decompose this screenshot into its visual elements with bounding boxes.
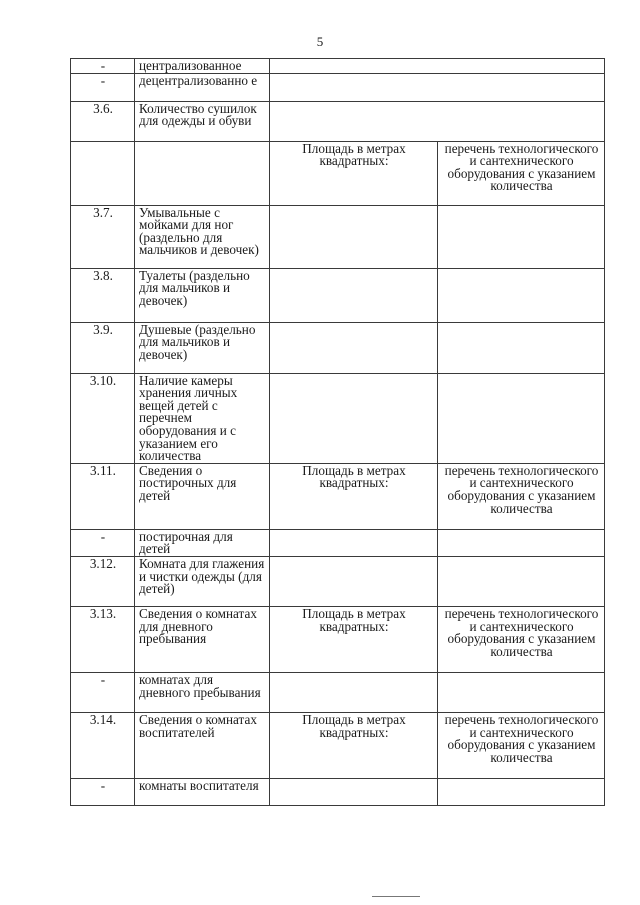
area-cell xyxy=(270,778,438,805)
equipment-cell xyxy=(438,205,605,268)
table-row xyxy=(71,73,605,101)
table-row xyxy=(71,556,605,606)
table-row xyxy=(71,268,605,322)
area-cell xyxy=(270,205,438,268)
table-row xyxy=(71,205,605,268)
row-name: Туалеты (раздельно для мальчиков и девочек) xyxy=(135,268,270,322)
table-row xyxy=(71,529,605,556)
area-cell xyxy=(270,556,438,606)
row-name: Наличие камеры хранения личных вещей детей с перечнем оборудования и с указанием его количества xyxy=(135,373,270,463)
footer-line xyxy=(372,896,420,897)
row-number: - xyxy=(71,529,135,556)
row-number: 3.11. xyxy=(71,463,135,529)
row-name: Количество сушилок для одежды и обуви xyxy=(135,101,270,141)
area-header: Площадь в метрах квадратных: xyxy=(270,463,438,529)
table-row xyxy=(71,373,605,463)
equipment-header: перечень технологического и сантехнического оборудования с указанием количества xyxy=(438,463,605,529)
equipment-cell xyxy=(438,373,605,463)
equipment-header: перечень технологического и сантехнического оборудования с указанием количества xyxy=(438,606,605,672)
row-name: Душевые (раздельно для мальчиков и девочек) xyxy=(135,322,270,373)
row-name: Сведения о постирочных для детей xyxy=(135,463,270,529)
row-number: 3.8. xyxy=(71,268,135,322)
table-row xyxy=(71,778,605,805)
row-number: 3.7. xyxy=(71,205,135,268)
table-row xyxy=(71,141,605,205)
empty-cell xyxy=(71,141,135,205)
equipment-cell xyxy=(438,322,605,373)
row-number: 3.13. xyxy=(71,606,135,672)
row-number: - xyxy=(71,672,135,712)
row-number: - xyxy=(71,59,135,74)
row-name: постирочная для детей xyxy=(135,529,270,556)
area-header: Площадь в метрах квадратных: xyxy=(270,606,438,672)
area-header: Площадь в метрах квадратных: xyxy=(270,141,438,205)
equipment-cell xyxy=(438,268,605,322)
row-number: 3.12. xyxy=(71,556,135,606)
row-name: Сведения о комнатах воспитателей xyxy=(135,712,270,778)
row-number: - xyxy=(71,73,135,101)
area-cell xyxy=(270,373,438,463)
value-cell xyxy=(270,73,605,101)
table-row xyxy=(71,463,605,529)
table-row xyxy=(71,59,605,74)
row-number: - xyxy=(71,778,135,805)
area-header: Площадь в метрах квадратных: xyxy=(270,712,438,778)
row-name: децентрализованно е xyxy=(135,73,270,101)
area-cell xyxy=(270,268,438,322)
row-name: Умывальные с мойками для ног (раздельно для мальчиков и девочек) xyxy=(135,205,270,268)
area-cell xyxy=(270,672,438,712)
facilities-table xyxy=(70,58,605,806)
value-cell xyxy=(270,59,605,74)
equipment-header: перечень технологического и сантехнического оборудования с указанием количества xyxy=(438,141,605,205)
table-row xyxy=(71,672,605,712)
page-number: 5 xyxy=(316,34,324,49)
equipment-header: перечень технологического и сантехнического оборудования с указанием количества xyxy=(438,712,605,778)
area-cell xyxy=(270,529,438,556)
row-number: 3.9. xyxy=(71,322,135,373)
row-number: 3.14. xyxy=(71,712,135,778)
row-number: 3.10. xyxy=(71,373,135,463)
area-cell xyxy=(270,322,438,373)
table-row xyxy=(71,606,605,672)
value-cell xyxy=(270,101,605,141)
row-name: комнаты воспитателя xyxy=(135,778,270,805)
equipment-cell xyxy=(438,778,605,805)
equipment-cell xyxy=(438,529,605,556)
row-name: комнатах для дневного пребывания xyxy=(135,672,270,712)
row-name: централизованное xyxy=(135,59,270,74)
equipment-cell xyxy=(438,556,605,606)
row-name: Сведения о комнатах для дневного пребывания xyxy=(135,606,270,672)
table-row xyxy=(71,101,605,141)
empty-cell xyxy=(135,141,270,205)
table-row xyxy=(71,322,605,373)
equipment-cell xyxy=(438,672,605,712)
row-name: Комната для глажения и чистки одежды (для детей) xyxy=(135,556,270,606)
row-number: 3.6. xyxy=(71,101,135,141)
table-row xyxy=(71,712,605,778)
